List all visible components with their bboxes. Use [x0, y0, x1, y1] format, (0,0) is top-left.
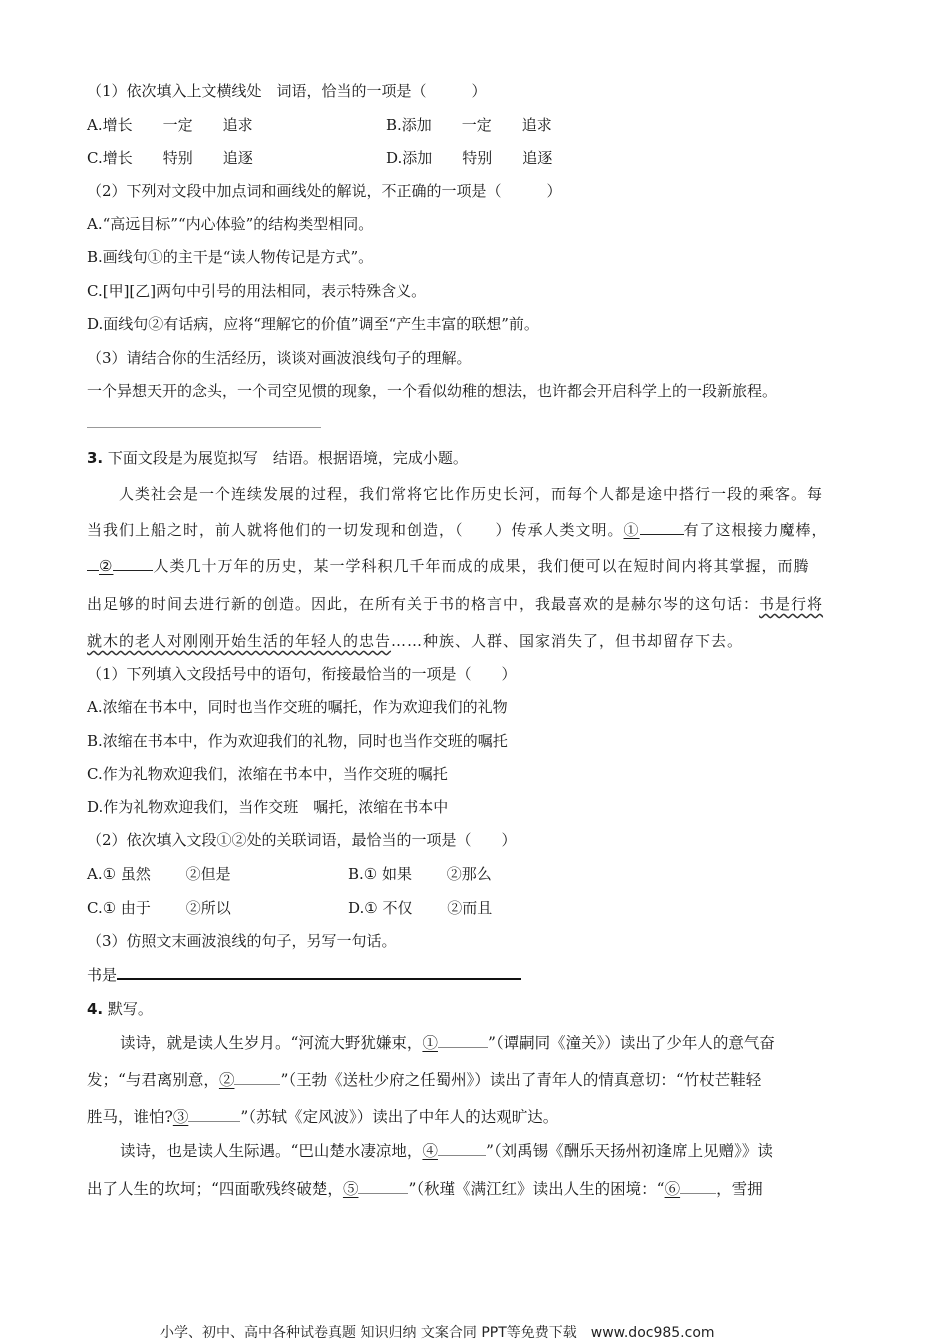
answer-input-line[interactable] — [117, 964, 521, 980]
wavy-sentence-part2: 就木的老人对刚刚开始生活的年轻人的忠告 — [87, 632, 392, 650]
q4-title: 默写。 — [107, 1000, 153, 1018]
q3-para-line1: 人类社会是一个连续发展的过程，我们常将它比作历史长河，而每个人都是途中搭行一段的乘客。每 — [119, 485, 824, 503]
q4-heading — [87, 999, 153, 1019]
q2-sub2-option-c: C.[甲][乙]两句中引号的用法相同，表示特殊含义。 — [87, 282, 427, 300]
q3-sub2-option-a: A.① 虽然 ②但是 — [87, 865, 231, 883]
dictation-marker-4: ④ — [422, 1142, 438, 1160]
dictation-blank-5[interactable] — [358, 1179, 408, 1194]
q3-para-line3: ② 人类几十万年的历史，某一学科积几千年而成的成果，我们便可以在短时间内将其掌握，而腾 — [87, 556, 809, 576]
page-footer: 小学、初中、高中各种试卷真题 知识归纳 文案合同 PPT等免费下载 www.doc985.com — [160, 1325, 715, 1341]
q3-heading — [87, 448, 468, 468]
q3-para-line4: 出足够的时间去进行新的创造。因此，在所有关于书的格言中，我最喜欢的是赫尔岑的这句话：书是行将 — [87, 595, 824, 613]
q4-para1-line3: 胜马，谁怕?③ ”（苏轼《定风波》）读出了中年人的达观旷达。 — [87, 1108, 559, 1126]
q4-para2-line1: 读诗，也是读人生际遇。“巴山楚水凄凉地，④ ”（刘禹锡《酬乐天扬州初逢席上见赠》》读 — [120, 1142, 773, 1160]
q3-sub1-option-d: D.作为礼物欢迎我们，当作交班 嘱托，浓缩在书本中 — [87, 798, 449, 816]
dictation-blank-3[interactable] — [188, 1107, 240, 1122]
q3-number: 3. — [87, 449, 104, 467]
dictation-blank-2[interactable] — [234, 1070, 280, 1085]
q2-sub2-option-a: A.“高远目标”“内心体验”的结构类型相同。 — [87, 215, 374, 233]
dictation-marker-2: ② — [218, 1071, 235, 1089]
q3-sub3-stem: （3）仿照文末画波浪线的句子，另写一句话。 — [87, 932, 397, 950]
q2-sub2-stem: （2）下列对文段中加点词和画线处的解说，不正确的一项是（ ） — [87, 182, 562, 200]
dictation-blank-4[interactable] — [438, 1141, 486, 1156]
dictation-marker-1: ① — [422, 1034, 438, 1052]
q4-para1-line2: 发；“与君离别意，② ”（王勃《送杜少府之任蜀州》）读出了青年人的情真意切：“竹杖芒鞋轻 — [87, 1071, 762, 1089]
q4-para2-line2: 出了人生的坎坷；“四面歌残终破楚，⑤ ”（秋瑾《满江红》读出人生的困境：“⑥ ，雪拥 — [87, 1180, 763, 1198]
q2-sub1-option-c: C.增长 特别 追逐 — [87, 149, 253, 167]
q2-sub2-option-b: B.画线句①的主干是“读人物传记是方式”。 — [87, 248, 374, 266]
fill-blank-2[interactable] — [113, 556, 153, 571]
q2-sub1-option-b: B.添加 一定 追求 — [386, 116, 552, 134]
q3-sub3-prefix: 书是 — [87, 966, 118, 984]
wavy-sentence-part1: 书是行将 — [759, 595, 824, 613]
q2-sub3-quote: 一个异想天开的念头，一个司空见惯的现象，一个看似幼稚的想法，也许都会开启科学上的一段新旅程。 — [87, 382, 778, 400]
q3-sub2-stem: （2）依次填入文段①②处的关联词语，最恰当的一项是（ ） — [87, 831, 517, 849]
q3-sub1-option-c: C.作为礼物欢迎我们，浓缩在书本中，当作交班的嘱托 — [87, 765, 448, 783]
dictation-marker-5: ⑤ — [342, 1180, 359, 1198]
q3-para-line5: 就木的老人对刚刚开始生活的年轻人的忠告……种族、人群、国家消失了，但书却留存下去。 — [87, 632, 744, 650]
blank-marker-1: ① — [623, 521, 640, 539]
blank-marker-2: ② — [99, 557, 114, 575]
q4-number: 4. — [87, 1000, 104, 1018]
q2-sub1-stem: （1）依次填入上文横线处 词语，恰当的一项是（ ） — [87, 82, 487, 100]
q2-sub3-stem: （3）请结合你的生活经历，谈谈对画波浪线句子的理解。 — [87, 349, 472, 367]
q2-sub1-option-a: A.增长 一定 追求 — [87, 116, 253, 134]
dictation-marker-3: ③ — [172, 1108, 189, 1126]
q3-sub3-answer-line — [87, 964, 521, 985]
q3-sub2-option-b: B.① 如果 ②那么 — [348, 865, 492, 883]
dictation-blank-1[interactable] — [438, 1033, 488, 1048]
fill-blank-1[interactable] — [640, 520, 684, 535]
q2-sub1-option-d: D.添加 特别 追逐 — [386, 149, 553, 167]
q3-sub1-stem: （1）下列填入文段括号中的语句，衔接最恰当的一项是（ ） — [87, 665, 517, 683]
q4-para1-line1: 读诗，就是读人生岁月。“河流大野犹嫌束，① ”（谭嗣同《潼关》）读出了少年人的意气奋 — [120, 1034, 775, 1052]
q3-sub2-option-c: C.① 由于 ②所以 — [87, 899, 231, 917]
q3-sub1-option-b: B.浓缩在书本中，作为欢迎我们的礼物，同时也当作交班的嘱托 — [87, 732, 508, 750]
dictation-blank-6[interactable] — [680, 1179, 716, 1194]
q2-sub2-option-d: D.面线句②有话病，应将“理解它的价值”调至“产生丰富的联想”前。 — [87, 315, 539, 333]
q3-title: 下面文段是为展览拟写 结语。根据语境，完成小题。 — [107, 449, 468, 467]
q3-para-line2: 当我们上船之时，前人就将他们的一切发现和创造，（ ）传承人类文明。① 有了这根接力魔棒， — [87, 521, 828, 539]
q3-sub2-option-d: D.① 不仅 ②而且 — [348, 899, 493, 917]
q3-sub1-option-a: A.浓缩在书本中，同时也当作交班的嘱托，作为欢迎我们的礼物 — [87, 698, 508, 716]
dictation-marker-6: ⑥ — [664, 1180, 681, 1198]
answer-divider — [87, 427, 321, 428]
